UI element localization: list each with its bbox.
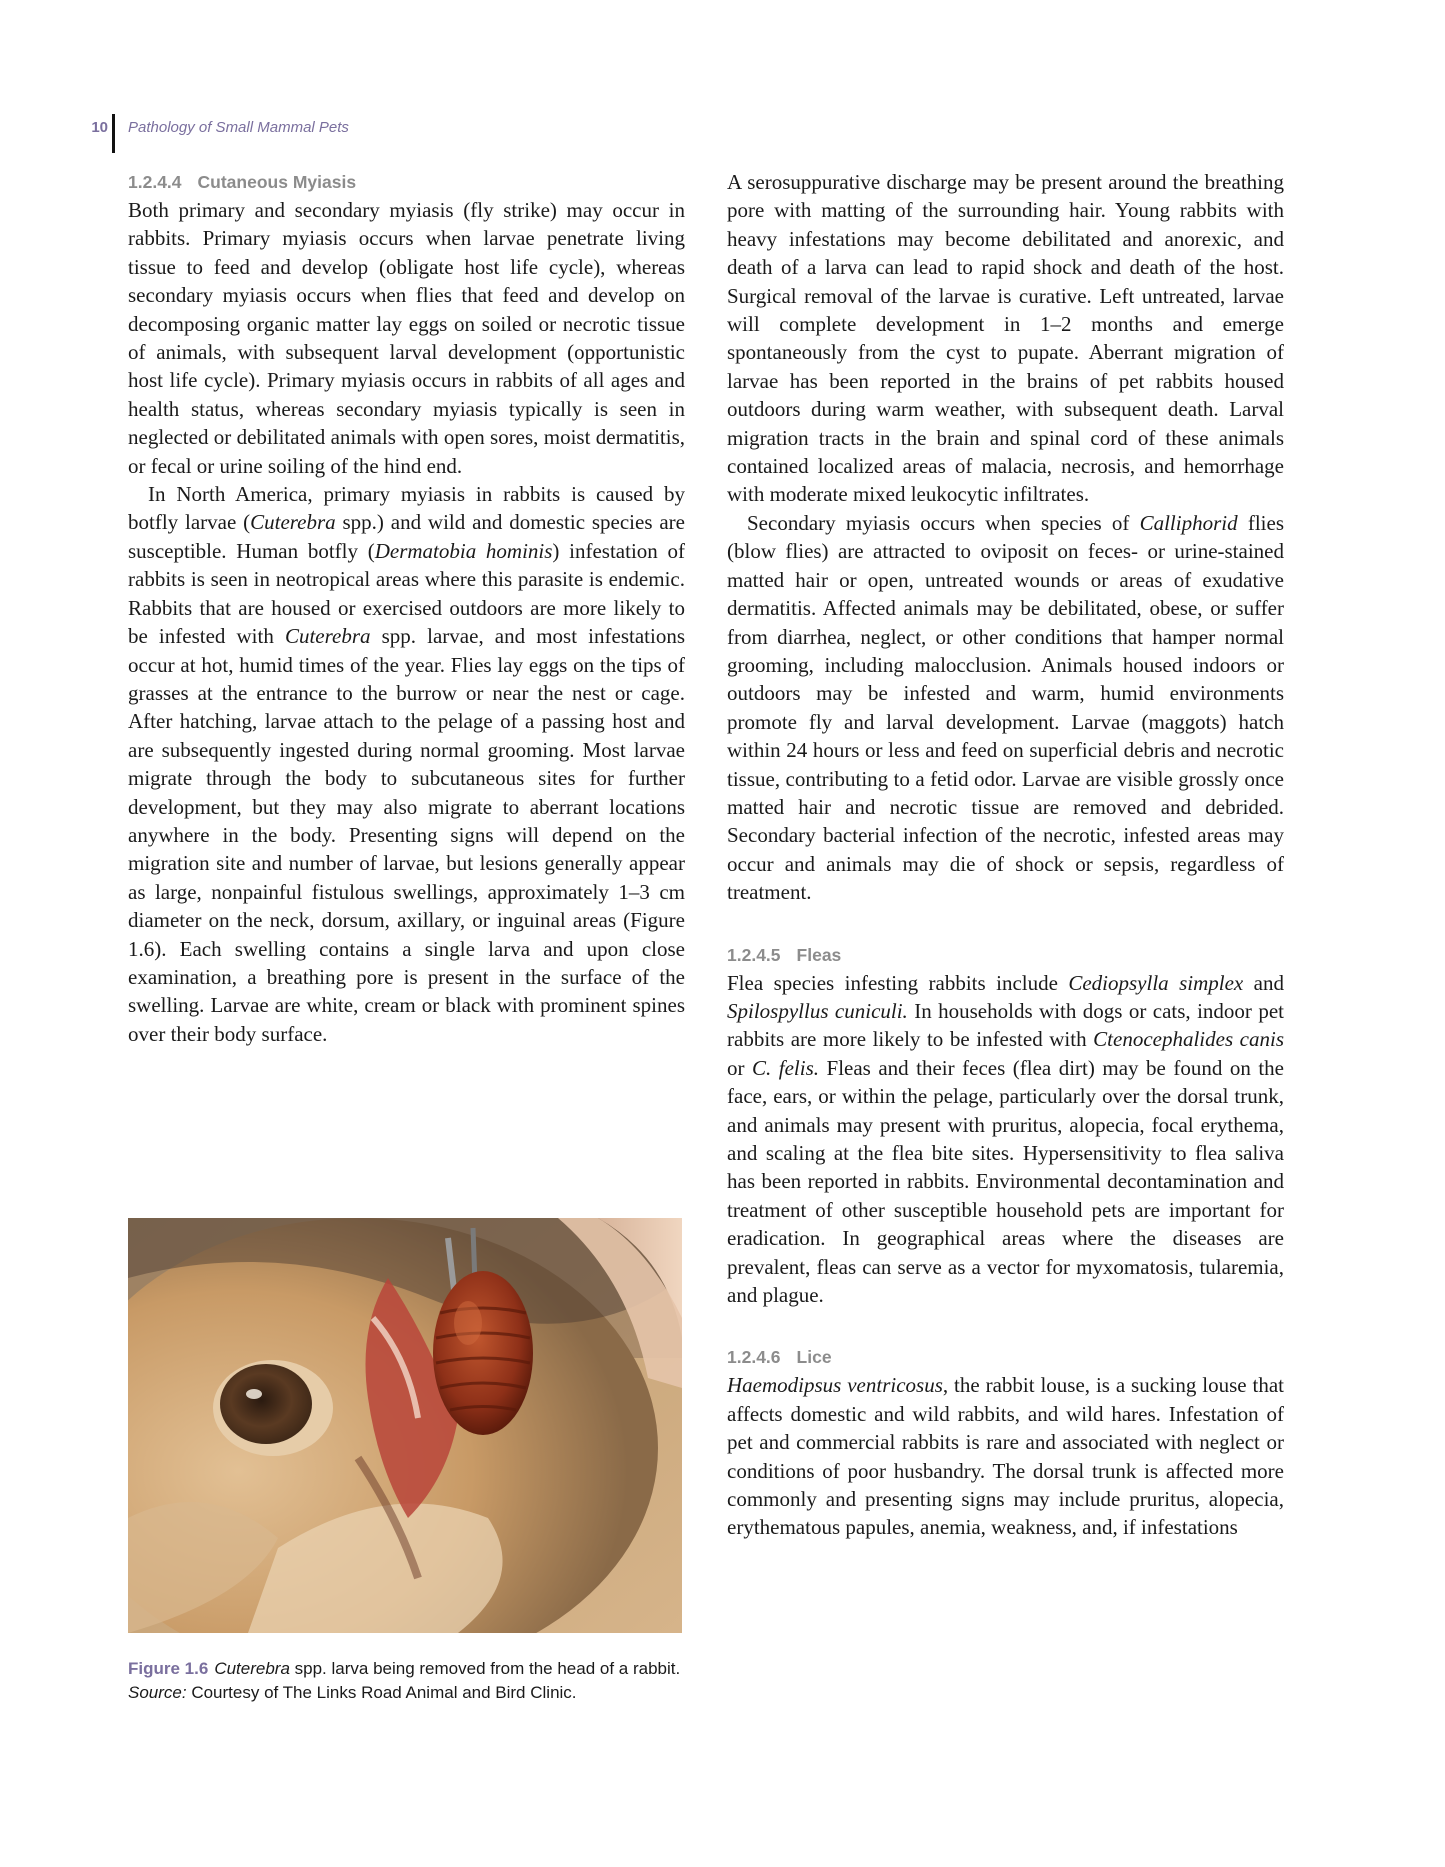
source-label: Source: [128, 1683, 187, 1702]
species-name: Calliphorid [1139, 510, 1238, 535]
paragraph: A serosuppurative discharge may be present around the breathing pore with matting of the surrounding hair. Young rabbits with heavy infestations may become debilitated and anorexic, and death of a larva can lead to rapid shock and death of the host. Surgical removal of the larvae is curative. Left untreated, larvae will complete development in 1–2 months and emerge spontaneously from the cyst to pupate. Aberrant migration of larvae has been reported in the brains of pet rabbits housed outdoors during warm weather, with subsequent death. Larval migration tracts in the brain and spinal cord of these animals contained localized areas of malacia, necrosis, and hemorrhage with moderate mixed leukocytic infiltrates. [727, 170, 1284, 507]
species-name: Haemodipsus ventricosus [727, 1373, 943, 1398]
paragraph: Both primary and secondary myiasis (fly strike) may occur in rabbits. Primary myiasis occurs when larvae penetrate living tissue to feed and develop (obligate host life cycle), whereas secondary myiasis occurs when flies that feed and develop on decomposing organic matter lay eggs on soiled or necrotic tissue of animals, with subsequent larval development (opportunistic host life cycle). Primary myiasis occurs in rabbits of all ages and health status, whereas secondary myiasis typically is seen in neglected or debilitated animals with open sores, moist dermatitis, or fecal or urine soiling of the hind end. [128, 198, 685, 478]
species-name: C. felis. [752, 1055, 820, 1080]
left-column [128, 168, 685, 1048]
species-name: Cediopsylla simplex [1068, 970, 1244, 995]
figure-caption: Figure 1.6 Cuterebra spp. larva being removed from the head of a rabbit. Source: Courtesy of The Links Road Animal and Bird Clinic. [128, 1659, 681, 1702]
species-name: Cuterebra [284, 624, 371, 649]
paragraph: Haemodipsus ventricosus, the rabbit louse, is a sucking louse that affects domestic and wild rabbits, and wild hares. Infestation of pet and commercial rabbits is rare and associated with neglect or conditions of poor husbandry. The dorsal trunk is affected more commonly and presenting signs may include pruritus, alopecia, erythematous papules, anemia, weakness, and, if infestations [727, 1373, 1284, 1540]
paragraph: Secondary myiasis occurs when species of Calliphorid flies (blow flies) are attracted to oviposit on feces- or urine-stained matted hair or open, untreated wounds or areas of exudative dermatitis. Affected animals may be debilitated, obese, or suffer from diarrhea, neglect, or other conditions that hamper normal grooming, including malocclusion. Animals housed indoors or outdoors may be infested and warm, humid environments promote fly and larval development. Larvae (maggots) hatch within 24 hours or less and feed on superficial debris and necrotic tissue, contributing to a fetid odor. Larvae are visible grossly once matted hair and necrotic tissue are removed and debrided. Secondary bacterial infection of the necrotic, infested areas may occur and animals may die of shock or sepsis, regardless of treatment. [727, 510, 1285, 905]
section-heading-myiasis [128, 168, 685, 196]
section-number: 1.2.4.6 [727, 1347, 781, 1368]
section-number: 1.2.4.5 [727, 944, 781, 965]
species-name: Dermatobia hominis [374, 538, 553, 563]
section-title: Fleas [796, 944, 842, 965]
caption-species: Cuterebra [214, 1659, 290, 1678]
figure-photo [128, 1218, 682, 1633]
paragraph: Flea species infesting rabbits include Cediopsylla simplex and Spilospyllus cuniculi. In households with dogs or cats, indoor pet rabbits are more likely to be infested with Ctenocephalides canis or C. felis. Fleas and their feces (flea dirt) may be found on the face, ears, or within the pelage, particularly over the dorsal trunk, and animals may present with pruritus, alopecia, focal erythema, and scaling at the flea bite sites. Hypersensitivity to flea saliva has been reported in rabbits. Environmental decontamination and treatment of other susceptible household pets are important for eradication. In geographical areas where the diseases are prevalent, fleas can serve as a vector for myxomatosis, tularemia, and plague. [727, 970, 1285, 1308]
right-column [727, 168, 1284, 1542]
species-name: Spilospyllus cuniculi. [727, 998, 908, 1023]
section-heading-lice [727, 1343, 1284, 1371]
book-title: Pathology of Small Mammal Pets [128, 119, 349, 136]
section-heading-fleas [727, 941, 1284, 969]
species-name: Cuterebra [250, 510, 336, 535]
page-number: 10 [91, 119, 108, 136]
paragraph: In North America, primary myiasis in rabbits is caused by botfly larvae (Cuterebra spp.) and wild and domestic species are susceptible. Human botfly (Dermatobia hominis) infestation of rabbits is seen in neotropical areas where this parasite is endemic. Rabbits that are housed or exercised outdoors are more likely to be infested with Cuterebra spp. larvae, and most infestations occur at hot, humid times of the year. Flies lay eggs on the tips of grasses at the entrance to the burrow or near the nest or cage. After hatching, larvae attach to the pelage of a passing host and are subsequently ingested during normal grooming. Most larvae migrate through the body to subcutaneous sites for further development, but they may also migrate to aberrant locations anywhere in the body. Presenting signs will depend on the migration site and number of larvae, but lesions generally appear as large, nonpainful fistulous swellings, approximately 1–3 cm diameter on the neck, dorsum, axillary, or inguinal areas (Figure 1.6). Each swelling contains a single larva and upon close examination, a breathing pore is present in the surface of the swelling. Larvae are white, cream or black with prominent spines over their body surface. [128, 482, 685, 1046]
figure-label: Figure 1.6 [128, 1659, 209, 1678]
rabbit-larva-photo [128, 1218, 682, 1633]
header-rule [112, 114, 115, 153]
section-title: Lice [796, 1347, 832, 1368]
section-title: Cutaneous Myiasis [197, 172, 357, 192]
section-number: 1.2.4.4 [128, 172, 182, 192]
species-name: Ctenocephalides canis [1093, 1027, 1285, 1052]
